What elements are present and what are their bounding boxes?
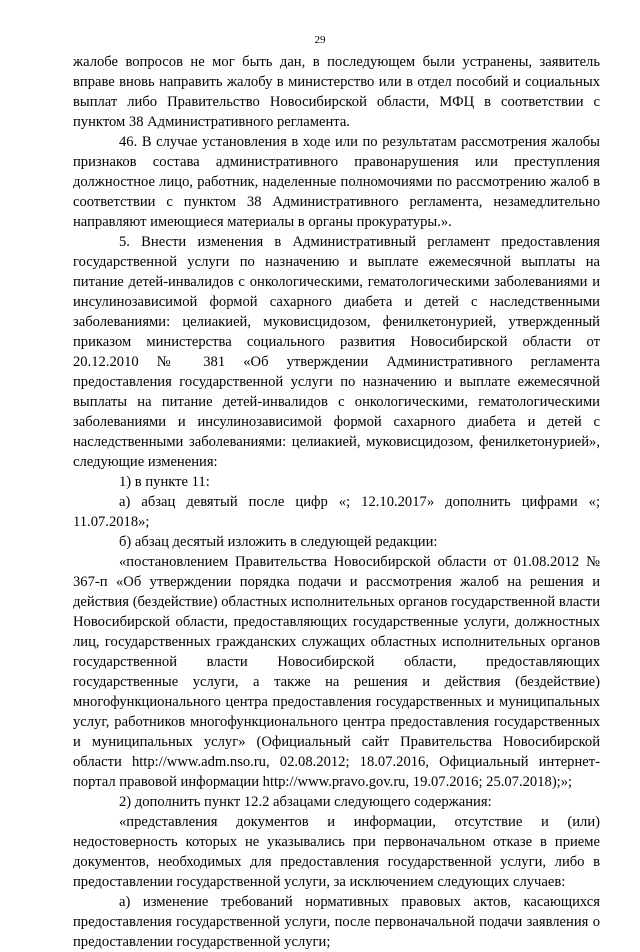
paragraph-case-a: а) изменение требований нормативных правовых актов, касающихся предоставления государственной услуги, после первоначальной подачи заявления о предоставлении государственной услуги; — [73, 894, 600, 950]
paragraph-subitem-1a: а) абзац девятый после цифр «; 12.10.2017» дополнить цифрами «; 11.07.2018»; — [73, 494, 600, 530]
paragraph-resolution-quote: «постановлением Правительства Новосибирской области от 01.08.2012 № 367-п «Об утверждении порядка подачи и рассмотрения жалоб на решения и действия (бездействие) областных исполнительных органов государственной власти Новосибирской области, предоставляющих государственные услуги, должностных лиц, государственных гражданских служащих областных исполнительных органов государственной власти Новосибирской области, предоставляющих государственные услуги, а также на решения и действия (бездействие) многофункционального центра предоставления государственных и муниципальных услуг, работников многофункционального центра предоставления государственных и муниципальных услуг» (Официальный сайт Правительства Новосибирской области http://www.adm.nso.ru, 02.08.2012; 18.07.2016, Официальный интернет-портал правовой информации http://www.pravo.gov.ru, 19.07.2016; 25.07.2018);»; — [73, 554, 600, 790]
paragraph-complaint-continuation: жалобе вопросов не мог быть дан, в последующем были устранены, заявитель вправе вновь направить жалобу в министерство или в отдел пособий и социальных выплат либо Правительство Новосибирской области, МФЦ в соответствии с пунктом 38 Административного регламента. — [73, 54, 600, 130]
paragraph-item-46: 46. В случае установления в ходе или по результатам рассмотрения жалобы признаков состава административного правонарушения или преступления должностное лицо, работник, наделенные полномочиями по рассмотрению жалоб в соответствии с пунктом 38 Административного регламента, незамедлительно направляют имеющиеся материалы в органы прокуратуры.». — [73, 134, 600, 230]
document-body — [73, 52, 600, 952]
paragraph-subitem-1b: б) абзац десятый изложить в следующей редакции: — [119, 534, 438, 550]
page-number: 29 — [314, 34, 326, 46]
paragraph-subitem-2: 2) дополнить пункт 12.2 абзацами следующего содержания: — [119, 794, 492, 810]
paragraph-item-5: 5. Внести изменения в Административный регламент предоставления государственной услуги по назначению и выплате ежемесячной выплаты на питание детей-инвалидов с онкологическими, гематологическими заболеваниями и инсулинозависимой формой сахарного диабета и детей с наследственными заболеваниями: целиакией, муковисцидозом, фенилкетонурией, утвержденный приказом министерства социального развития Новосибирской области от 20.12.2010 № 381 «Об утверждении Административного регламента предоставления государственной услуги по назначению и выплате ежемесячной выплаты на питание детей-инвалидов с онкологическими, гематологическими заболеваниями и инсулинозависимой формой сахарного диабета и детей с наследственными заболеваниями: целиакией, муковисцидозом, фенилкетонурией», следующие изменения: — [73, 234, 600, 470]
paragraph-subitem-1: 1) в пункте 11: — [119, 474, 210, 490]
paragraph-documents-quote: «представления документов и информации, отсутствие и (или) недостоверность которых не указывались при первоначальном отказе в приеме документов, необходимых для предоставления государственной услуги, либо в предоставлении государственной услуги, за исключением следующих случаев: — [73, 814, 600, 890]
